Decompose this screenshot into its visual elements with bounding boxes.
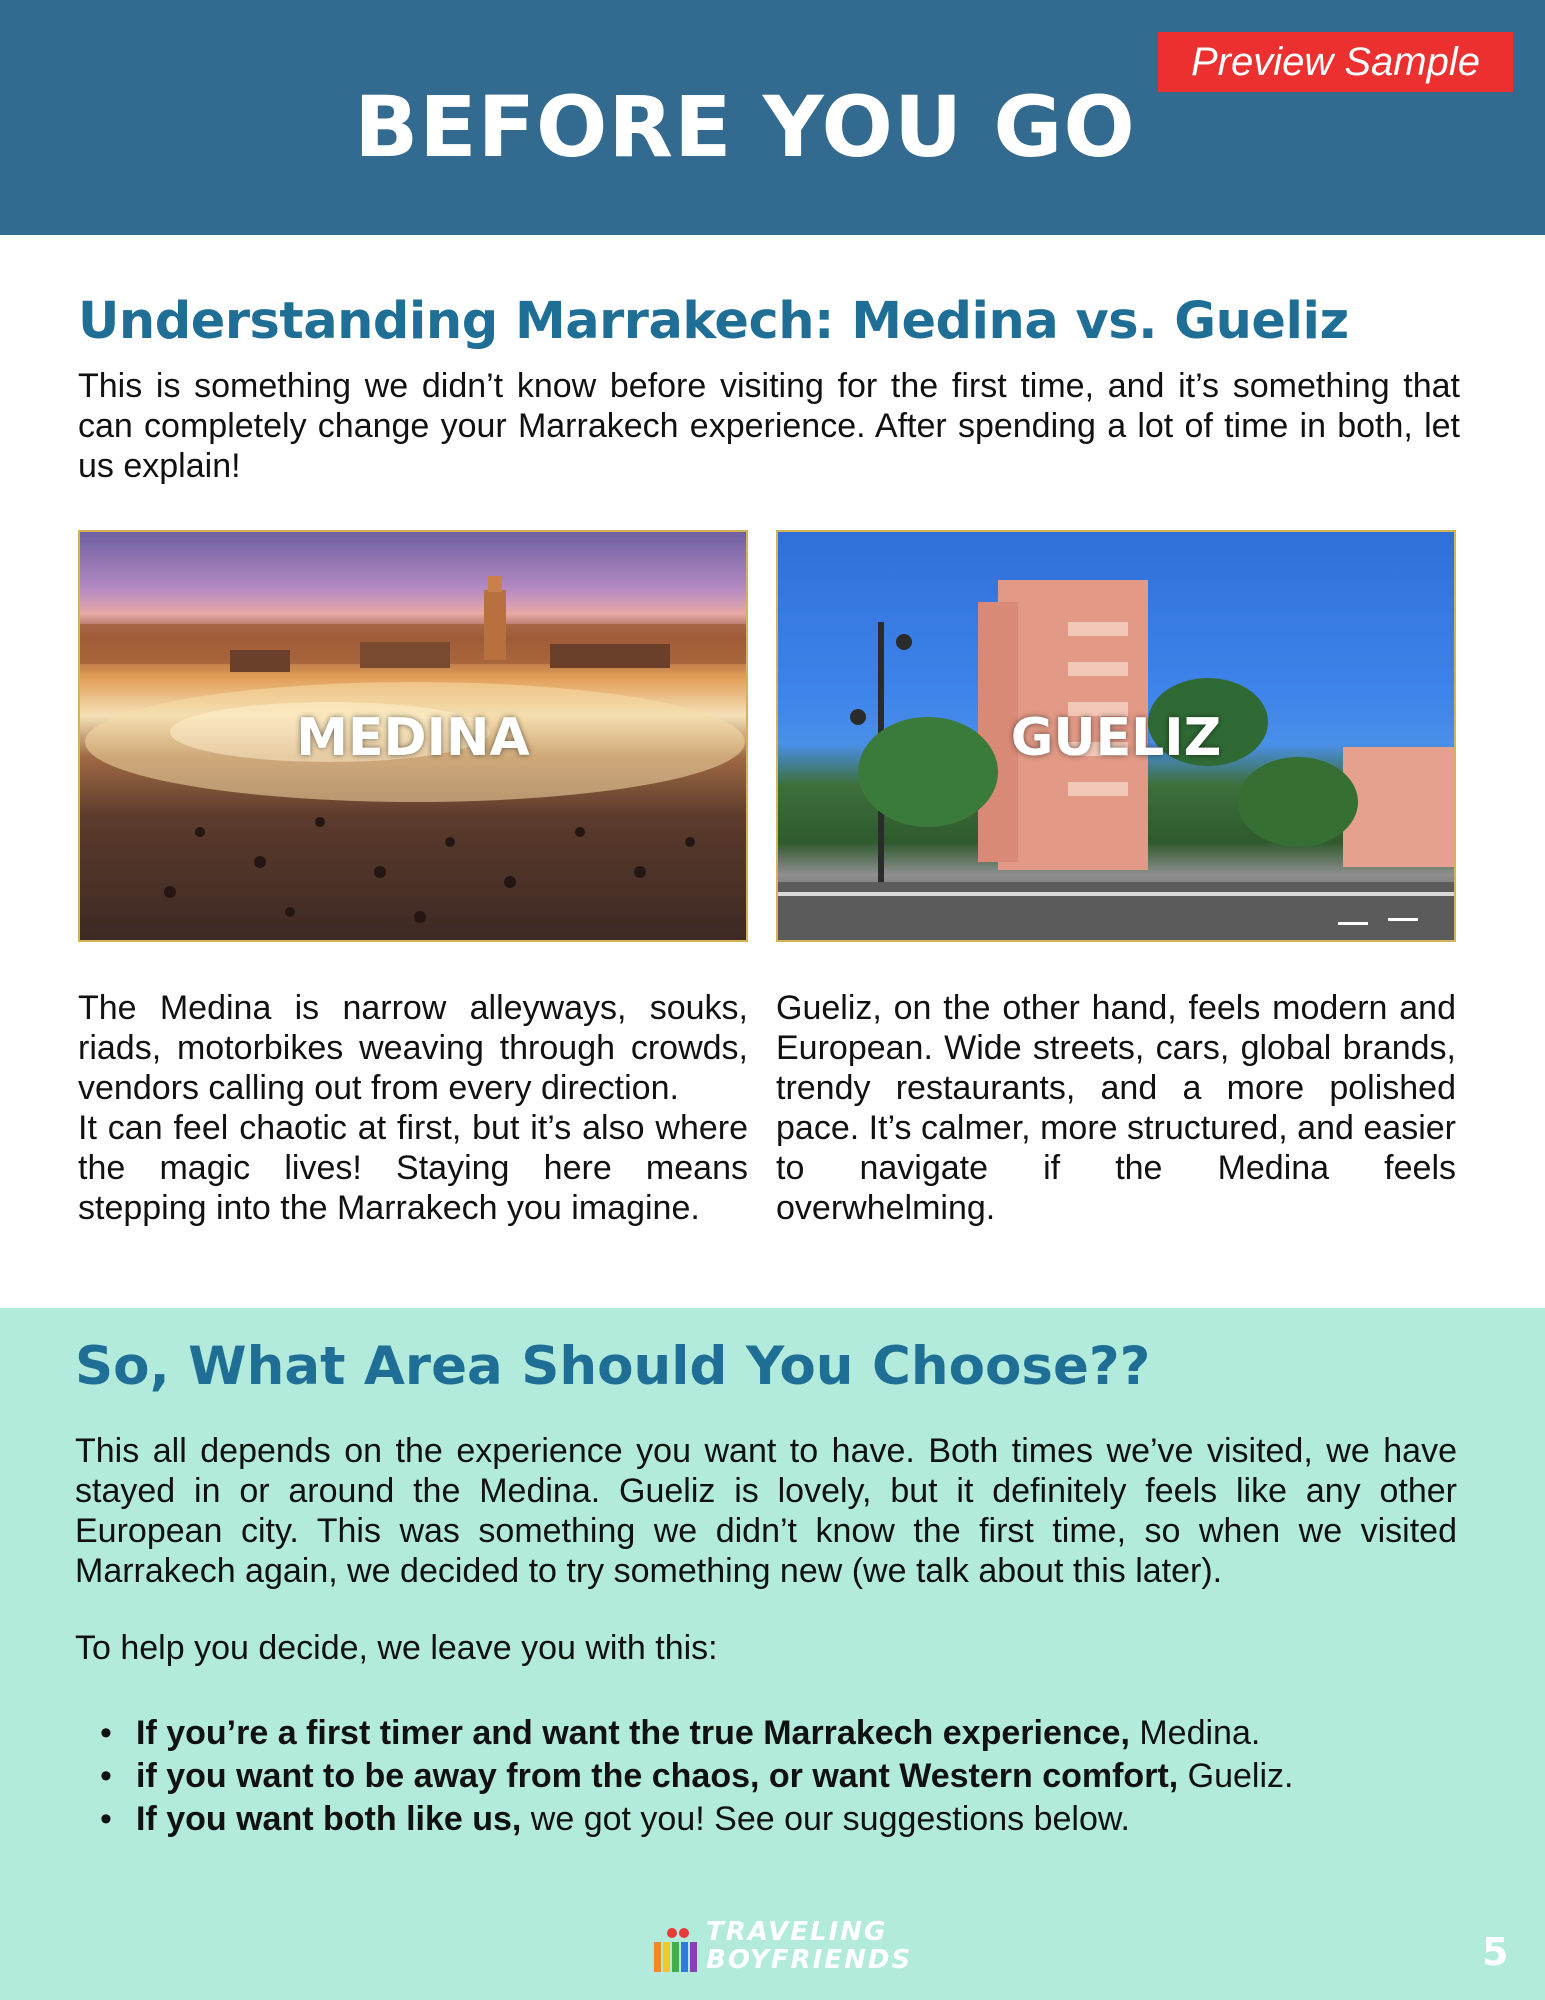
gueliz-description: Gueliz, on the other hand, feels modern and European. Wide streets, cars, global brands, trendy restaurants, and a more polished pace. It’s calmer, more structured, and easier to navigate if the Medina feels overwhelming. <box>776 989 1456 1227</box>
medina-description-line2: It can feel chaotic at first, but it’s also where the magic lives! Staying here means stepping into the Marrakech you imagine. <box>78 1109 748 1227</box>
people-logo-icon <box>652 1926 702 1976</box>
logo-text: TRAVELING BOYFRIENDS <box>706 1917 913 1975</box>
gueliz-photo-label: GUELIZ <box>1010 708 1222 768</box>
medina-description-line1: The Medina is narrow alleyways, souks, riads, motorbikes weaving through crowds, vendors calling out from every direction. <box>78 989 748 1107</box>
bullet-icon: • <box>100 1757 112 1795</box>
medina-description <box>78 988 748 1228</box>
page-number: 5 <box>1482 1930 1509 1974</box>
medina-photo <box>78 530 748 942</box>
understanding-heading: Understanding Marrakech: Medina vs. Gueliz <box>78 292 1349 351</box>
gueliz-photo <box>776 530 1456 942</box>
help-decide-text: To help you decide, we leave you with this: <box>75 1629 718 1667</box>
preview-sample-badge: Preview Sample <box>1158 32 1513 92</box>
list-item: • if you want to be away from the chaos, or want Western comfort, Gueliz. <box>100 1755 1440 1798</box>
choose-heading: So, What Area Should You Choose?? <box>75 1336 1151 1397</box>
header-bar <box>0 0 1545 235</box>
bullet-icon: • <box>100 1800 112 1838</box>
list-item: • If you’re a first timer and want the true Marrakech experience, Medina. <box>100 1712 1440 1755</box>
intro-paragraph: This is something we didn’t know before visiting for the first time, and it’s something that can completely change your Marrakech experience. After spending a lot of time in both, let us explain! <box>78 367 1460 485</box>
medina-photo-label: MEDINA <box>296 708 530 768</box>
choose-paragraph: This all depends on the experience you want to have. Both times we’ve visited, we have stayed in or around the Medina. Gueliz is lovely, but it definitely feels like any other European city. This was something we didn’t know the first time, so when we visited Marrakech again, we decided to try something new (we talk about this later). <box>75 1432 1457 1590</box>
page-title: BEFORE YOU GO <box>354 78 1136 176</box>
recommendation-list <box>100 1712 1440 1841</box>
bullet-icon: • <box>100 1714 112 1752</box>
list-item: • If you want both like us, we got you! See our suggestions below. <box>100 1798 1440 1841</box>
traveling-boyfriends-logo <box>652 1917 913 1980</box>
